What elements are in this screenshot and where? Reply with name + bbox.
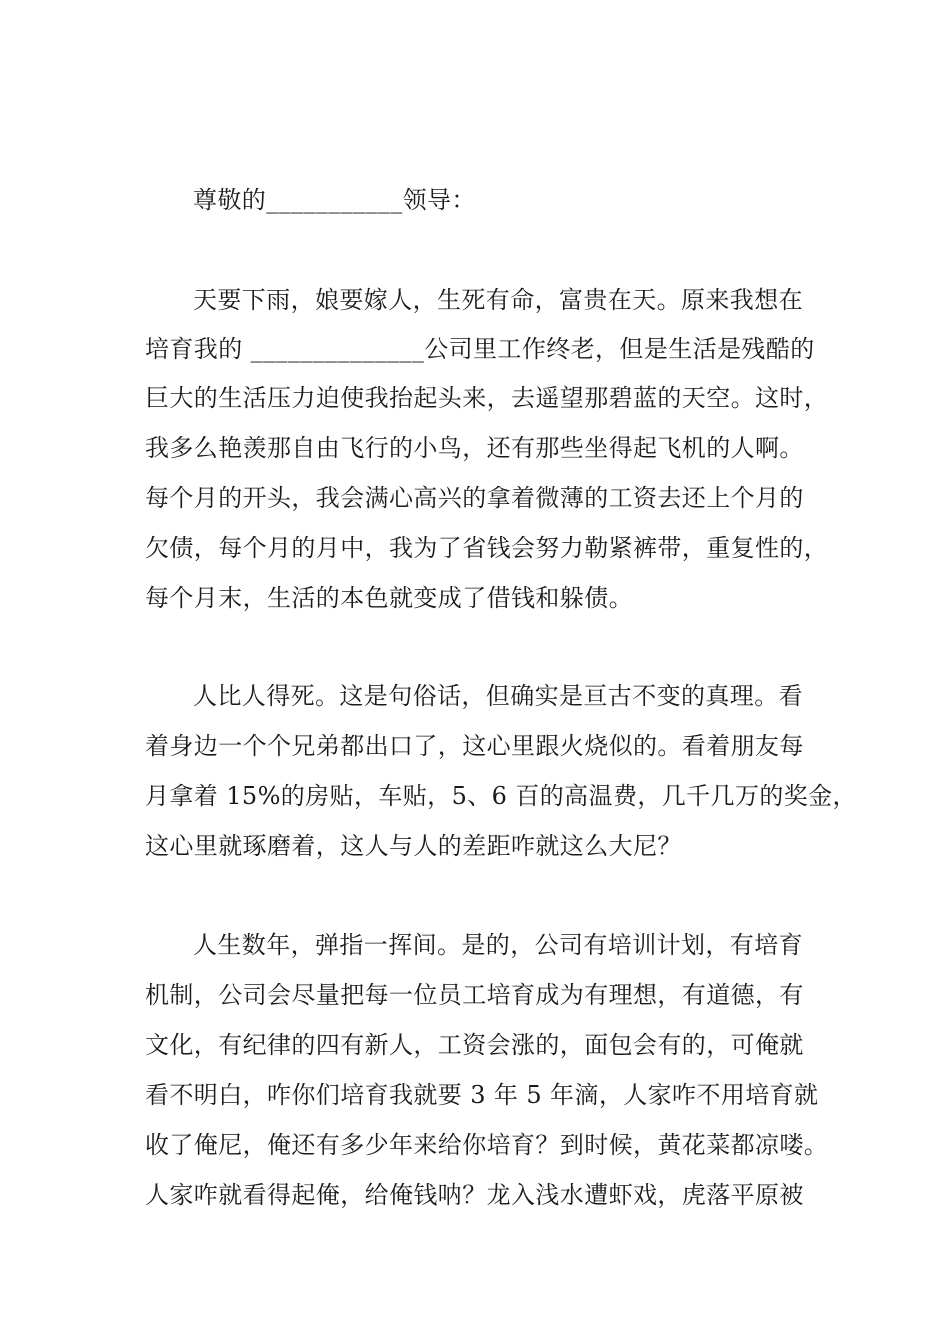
paragraph-2-line-4: 这心里就琢磨着，这人与人的差距咋就这么大尼？: [145, 832, 682, 860]
salutation: 尊敬的___________领导：: [193, 186, 476, 214]
paragraph-2-line-3: 月拿着 15%的房贴，车贴，5、6 百的高温费，几千几万的奖金，: [145, 782, 857, 810]
paragraph-1-line-4: 我多么艳羡那自由飞行的小鸟，还有那些坐得起飞机的人啊。: [145, 434, 804, 462]
paragraph-1-line-6: 欠债，每个月的月中，我为了省钱会努力勒紧裤带，重复性的，: [145, 534, 829, 562]
paragraph-1-line-1: 天要下雨，娘要嫁人，生死有命，富贵在天。原来我想在: [193, 286, 803, 314]
paragraph-3-line-1: 人生数年，弹指一挥间。是的，公司有培训计划，有培育: [193, 931, 803, 959]
paragraph-2-line-2: 着身边一个个兄弟都出口了，这心里跟火烧似的。看着朋友每: [145, 732, 804, 760]
paragraph-1-line-3: 巨大的生活压力迫使我抬起头来，去遥望那碧蓝的天空。这时，: [145, 384, 829, 412]
paragraph-2-line-1: 人比人得死。这是句俗话，但确实是亘古不变的真理。看: [193, 682, 803, 710]
paragraph-1-line-7: 每个月末，生活的本色就变成了借钱和躲债。: [145, 584, 633, 612]
paragraph-1-line-5: 每个月的开头，我会满心高兴的拿着微薄的工资去还上个月的: [145, 484, 804, 512]
paragraph-3-line-3: 文化，有纪律的四有新人，工资会涨的，面包会有的，可俺就: [145, 1031, 804, 1059]
paragraph-3-line-6: 人家咋就看得起俺，给俺钱呐？龙入浅水遭虾戏，虎落平原被: [145, 1181, 804, 1209]
paragraph-1-line-2: 培育我的 ______________公司里工作终老，但是生活是残酷的: [145, 335, 815, 363]
paragraph-3-line-2: 机制，公司会尽量把每一位员工培育成为有理想，有道德，有: [145, 981, 804, 1009]
paragraph-3-line-4: 看不明白，咋你们培育我就要 3 年 5 年滴，人家咋不用培育就: [145, 1081, 819, 1109]
paragraph-3-line-5: 收了俺尼，俺还有多少年来给你培育？到时候，黄花菜都凉喽。: [145, 1131, 829, 1159]
